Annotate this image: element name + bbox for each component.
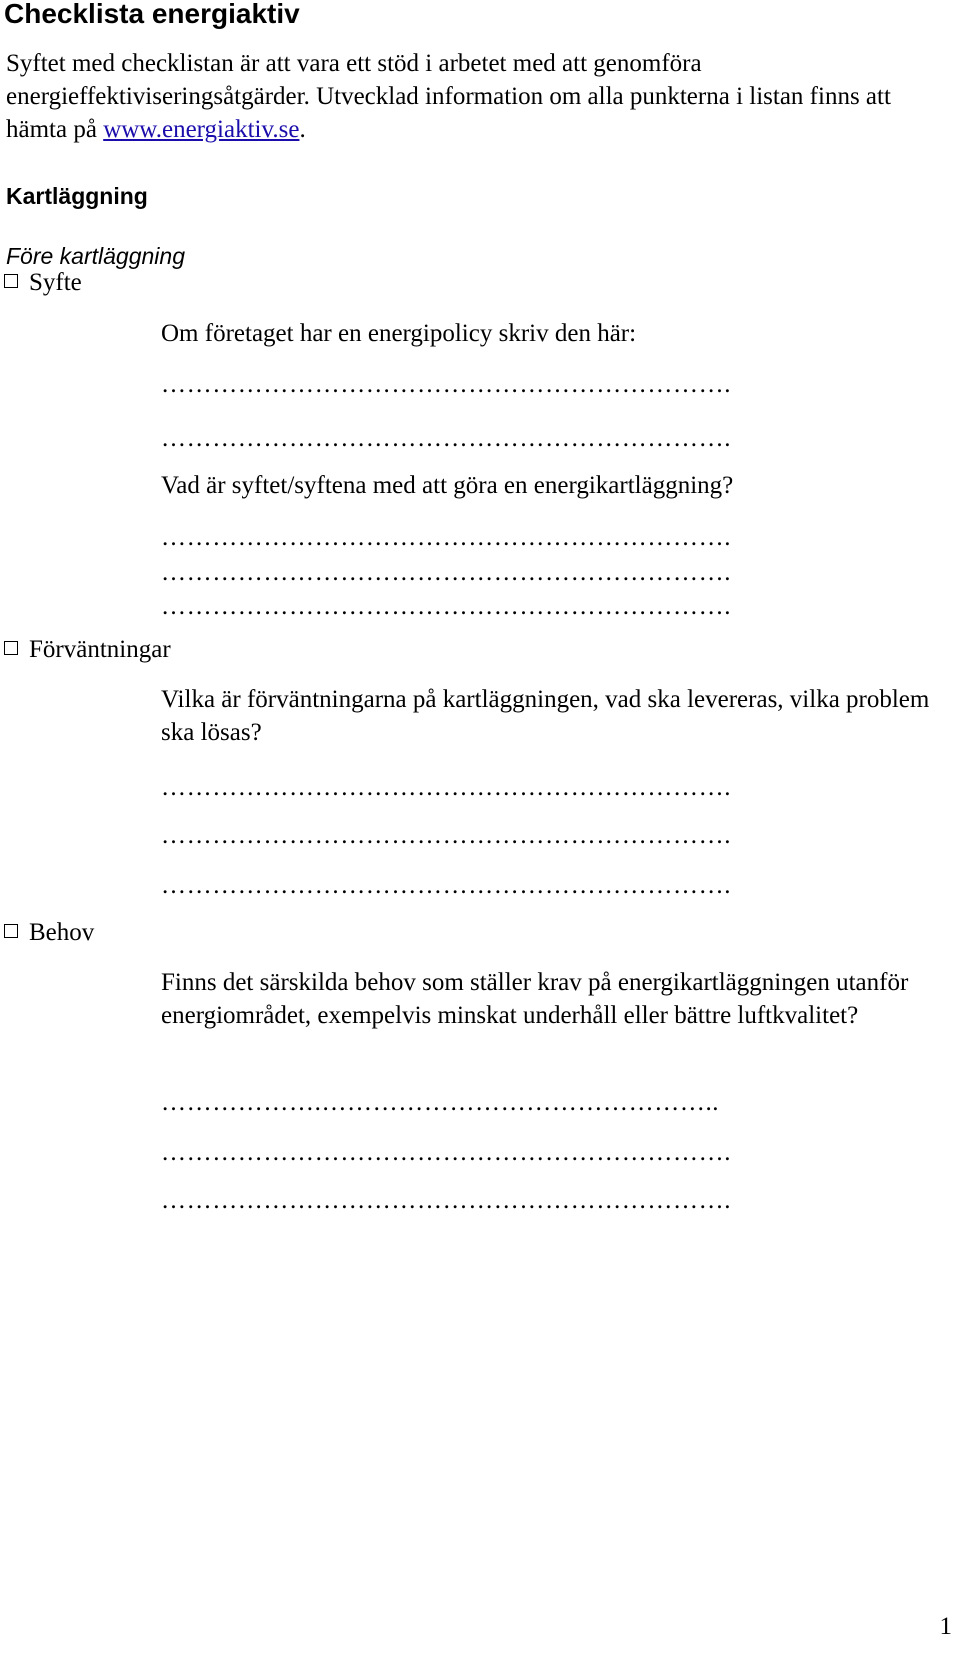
checklist-item-label: Behov	[29, 919, 95, 946]
checklist-item-forvantningar[interactable]	[4, 633, 171, 666]
answer-line[interactable]: ………………………………………………………….	[161, 593, 732, 620]
answer-line[interactable]: ……………….………………………………………..	[161, 1089, 720, 1116]
checklist-item-behov[interactable]	[4, 916, 94, 949]
intro-paragraph	[6, 47, 936, 146]
page-number: 1	[939, 1613, 952, 1640]
question-energipolicy: Om företaget har en energipolicy skriv den här:	[161, 320, 637, 347]
answer-line[interactable]: ………………………………………………………….	[161, 872, 732, 899]
checklist-item-label: Syfte	[29, 269, 82, 296]
checklist-item-syfte[interactable]	[4, 266, 82, 299]
checkbox-forvantningar[interactable]	[4, 641, 18, 655]
question-forvantningar: Vilka är förväntningarna på kartläggningen, vad ska levereras, vilka problem ska lösas?	[161, 686, 930, 746]
subsection-heading: Före kartläggning	[6, 243, 185, 269]
answer-line[interactable]: ………………………………………………………….	[161, 822, 732, 849]
answer-line[interactable]: ………………………………………………………….	[161, 774, 732, 801]
answer-line[interactable]: ………………………………………………………….	[161, 425, 732, 452]
checkbox-behov[interactable]	[4, 924, 18, 938]
energiaktiv-link[interactable]: www.energiaktiv.se	[103, 116, 300, 143]
answer-line[interactable]: ………………………………………………………….	[161, 1139, 732, 1166]
document-title: Checklista energiaktiv	[4, 0, 300, 29]
checkbox-syfte[interactable]	[4, 274, 18, 288]
answer-line[interactable]: ………………………………………………………….	[161, 524, 732, 551]
section-heading: Kartläggning	[6, 183, 148, 209]
intro-text: Syftet med checklistan är att vara ett stöd i arbetet med att genomföra energieffektiviseringsåtgärder. Utvecklad information om alla punkterna i listan finns att hämta på	[6, 50, 891, 143]
intro-period: .	[299, 116, 306, 143]
answer-line[interactable]: ………………………………………………………….	[161, 559, 732, 586]
question-behov: Finns det särskilda behov som ställer krav på energikartläggningen utanför energiområdet, exempelvis minskat underhåll eller bättre luftkvalitet?	[161, 969, 909, 1029]
answer-line[interactable]: ………………………………………………………….	[161, 371, 732, 398]
question-syfte: Vad är syftet/syftena med att göra en energikartläggning?	[161, 472, 734, 499]
answer-line[interactable]: ………………………………………………………….	[161, 1187, 732, 1214]
checklist-item-label: Förväntningar	[29, 636, 171, 663]
